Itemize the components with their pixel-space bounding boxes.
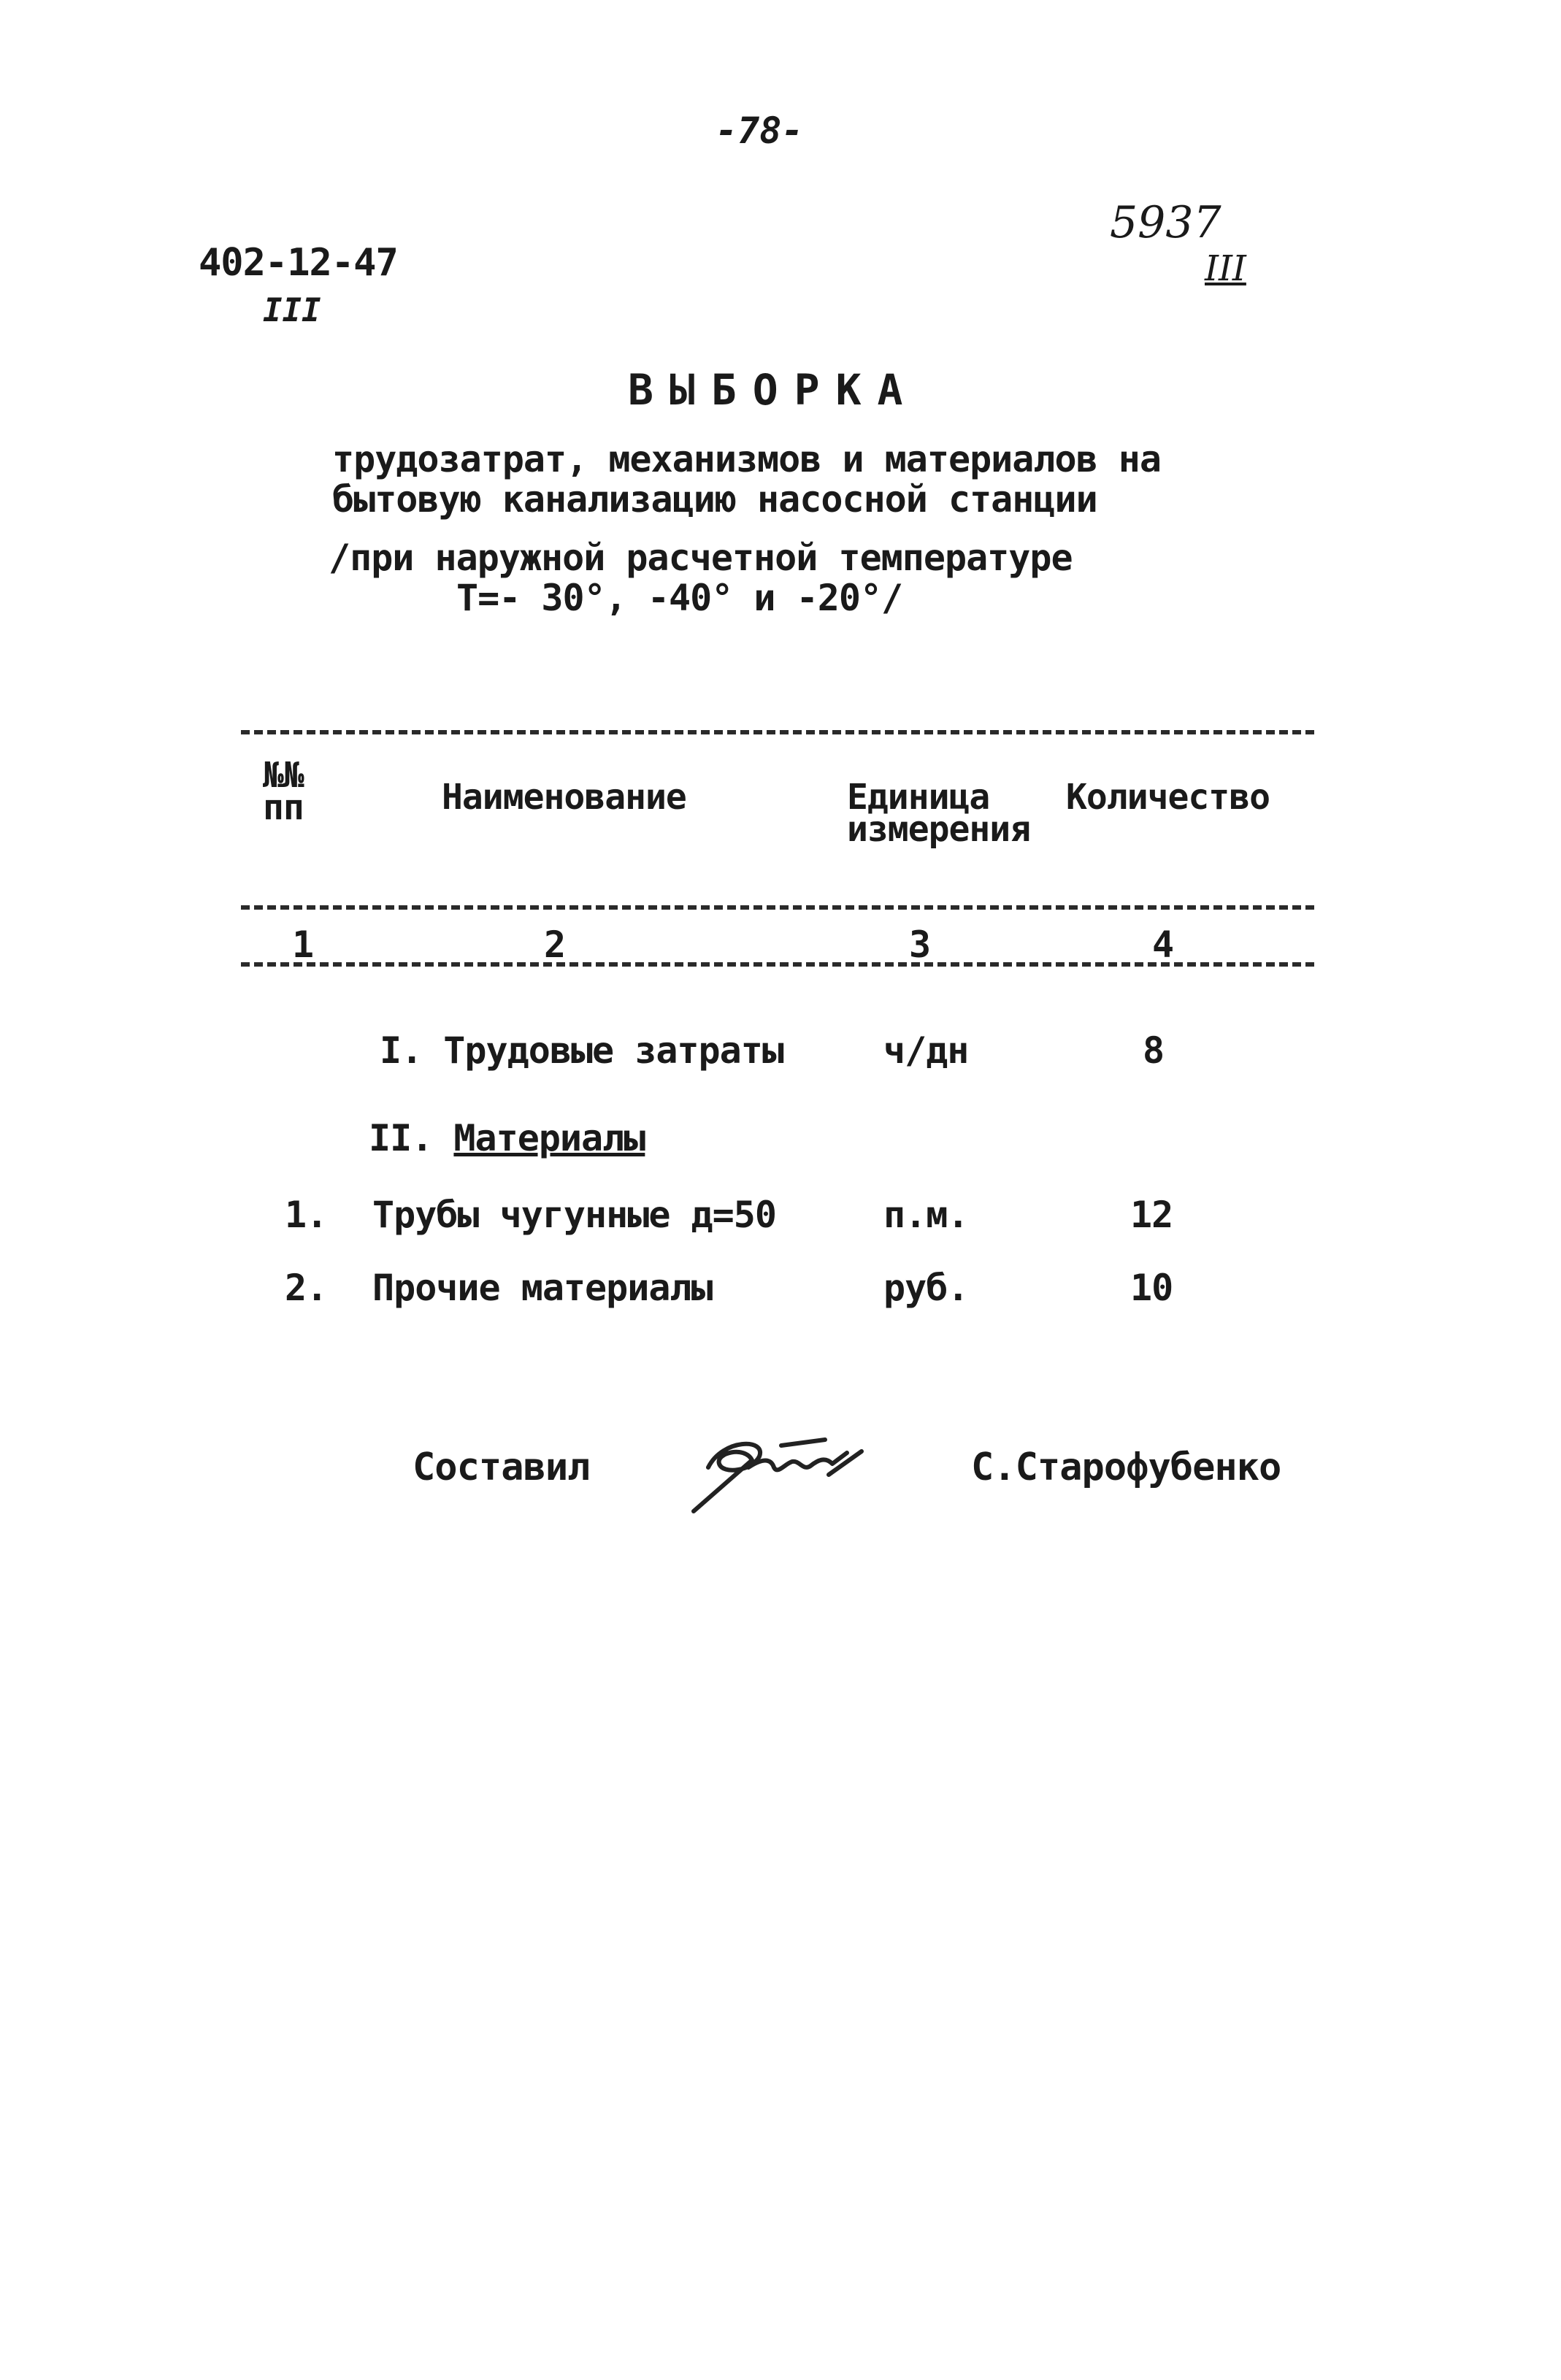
header-number-line-1: №№ (263, 755, 304, 796)
row-pipes-quantity: 12 (1130, 1194, 1173, 1236)
section-materials-title: Материалы (453, 1117, 645, 1159)
header-name: Наименование (442, 777, 686, 818)
header-number (263, 755, 304, 828)
table-top-rule (241, 730, 1314, 734)
row-pipes-unit: п.м. (883, 1194, 969, 1236)
subtitle-line-3: /при наружной расчетной температуре (329, 537, 1073, 579)
header-quantity: Количество (1066, 777, 1270, 818)
row-other-quantity: 10 (1130, 1267, 1173, 1309)
column-index-1: 1 (292, 924, 315, 966)
header-unit: Единица измерения (847, 777, 1031, 850)
document-album: III (263, 292, 321, 329)
compiler-name: С.Старофубенко (971, 1446, 1281, 1489)
row-pipes-number: 1. (285, 1194, 328, 1236)
row-other-name: Прочие материалы (372, 1267, 713, 1309)
table-index-rule (241, 962, 1314, 967)
column-index-4: 4 (1152, 924, 1175, 966)
column-index-2: 2 (544, 924, 567, 966)
row-labor-unit: ч/дн (883, 1029, 969, 1072)
page-number: -78- (716, 110, 804, 152)
subtitle-line-2: бытовую канализацию насосной станции (332, 478, 1097, 521)
document-code: 402-12-47 (199, 241, 398, 285)
header-number-line-2: пп (263, 787, 304, 828)
signature-image (679, 1424, 883, 1519)
subtitle-line-4: Т=- 30°, -40° и -20°/ (456, 577, 903, 619)
section-materials (369, 1117, 645, 1159)
row-labor-quantity: 8 (1143, 1029, 1165, 1072)
document-title: ВЫБОРКА (628, 365, 919, 415)
table-header-rule (241, 905, 1314, 910)
subtitle-line-1: трудозатрат, механизмов и материалов на (332, 438, 1161, 480)
archive-album: III (1205, 248, 1246, 289)
row-other-number: 2. (285, 1267, 328, 1309)
compiled-by-label: Составил (413, 1446, 590, 1489)
section-materials-number: II. (369, 1117, 433, 1159)
column-index-3: 3 (909, 924, 932, 966)
row-pipes-name: Трубы чугунные д=50 (372, 1194, 776, 1236)
archive-number: 5937 (1110, 197, 1221, 248)
row-labor-name: I. Трудовые затраты (380, 1029, 783, 1072)
row-other-unit: руб. (883, 1267, 969, 1309)
